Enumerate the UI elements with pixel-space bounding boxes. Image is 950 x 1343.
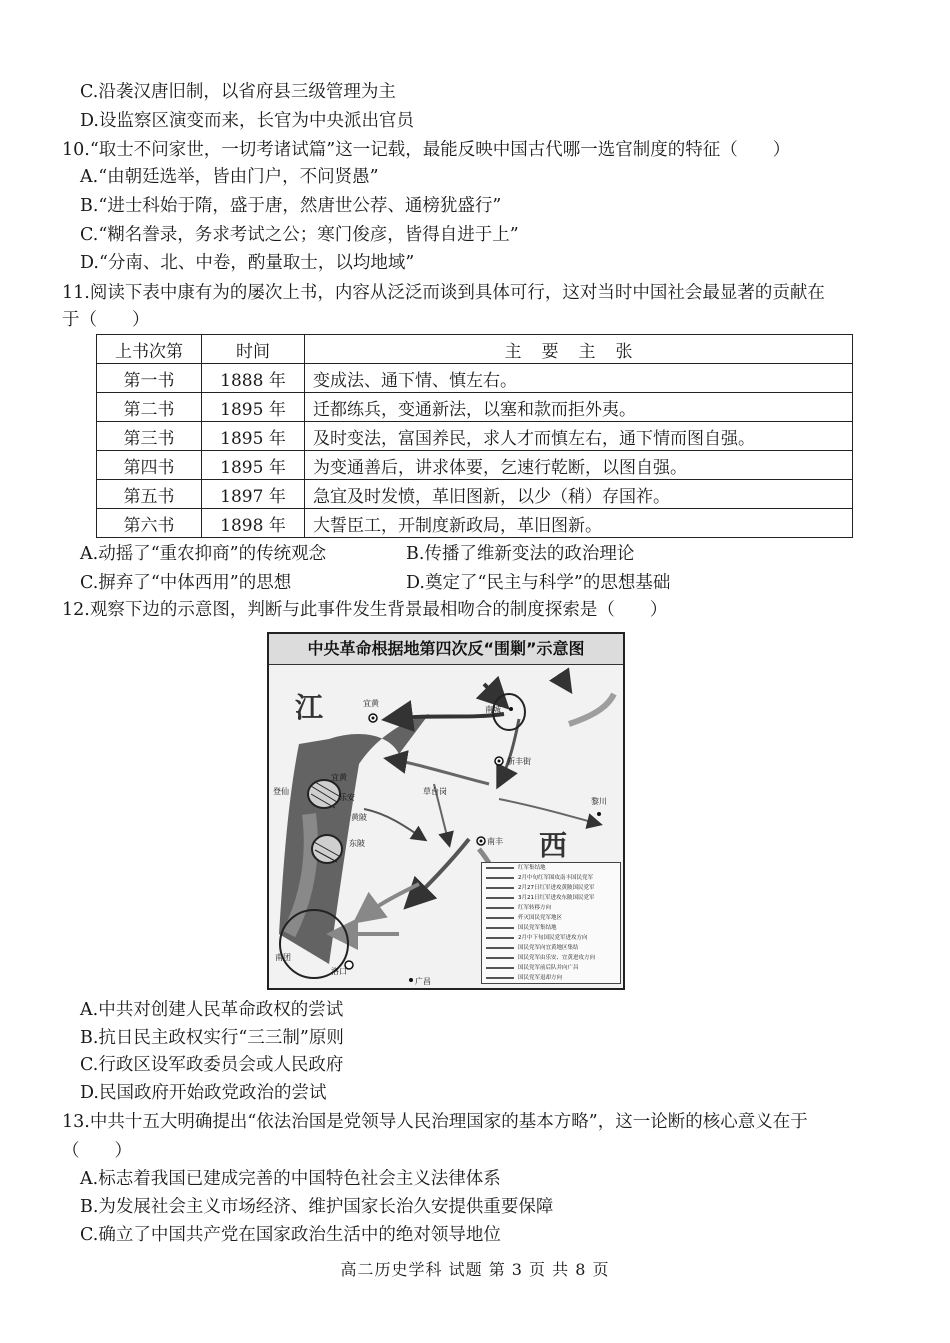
legend-item: 2月中下旬国民党军进攻方向: [482, 933, 620, 943]
q11-stem-cont: 于（ ）: [62, 310, 150, 330]
map-legend: [481, 862, 621, 984]
map-label-jiang: 江: [295, 691, 324, 724]
table-cell: 及时变法，富国养民，求人才而慎左右，通下情而图自强。: [305, 422, 853, 451]
q9-option-c: C.沿袭汉唐旧制，以省府县三级管理为主: [80, 82, 396, 102]
table-cell: 第四书: [97, 451, 202, 480]
counter-encirclement-map: [267, 632, 625, 990]
map-title: 中央革命根据地第四次反“围剿”示意图: [269, 634, 623, 665]
table-header-row: [97, 335, 853, 364]
map-place: 登仙: [273, 787, 289, 796]
table-cell: 大誓臣工，开制度新政局，革旧图新。: [305, 509, 853, 538]
table-row: [97, 422, 853, 451]
q12-stem: 12.观察下边的示意图，判断与此事件发生背景最相吻合的制度探索是（ ）: [62, 600, 668, 620]
table-cell: 第五书: [97, 480, 202, 509]
legend-item: 3月21日红军进攻东陂国民党军: [482, 893, 620, 903]
q11-option-d: D.奠定了“民主与科学”的思想基础: [406, 573, 671, 593]
table-header: 时间: [202, 335, 305, 364]
table-header: 上书次第: [97, 335, 202, 364]
legend-item: 国民党军集结地: [482, 923, 620, 933]
kang-youwei-memorials-table: [96, 334, 853, 538]
table-row: [97, 364, 853, 393]
legend-item: 国民党军由乐安、宜黄进攻方向: [482, 953, 620, 963]
legend-item: 红军集结地: [482, 863, 620, 873]
q13-stem-cont: （ ）: [62, 1141, 132, 1161]
table-header: 主要主张: [305, 335, 853, 364]
legend-item: 歼灭国民党军地区: [482, 913, 620, 923]
q10-option-b: B.“进士科始于隋，盛于唐，然唐世公荐、通榜犹盛行”: [80, 196, 502, 216]
q12-option-b: B.抗日民主政权实行“三三制”原则: [80, 1028, 344, 1048]
map-place: 草台岗: [423, 787, 447, 796]
q12-option-c: C.行政区设军政委员会或人民政府: [80, 1055, 344, 1075]
q11-option-b: B.传播了维新变法的政治理论: [406, 544, 635, 564]
map-place: 宜黄: [363, 699, 379, 708]
table-row: [97, 480, 853, 509]
q9-option-d: D.设监察区演变而来，长官为中央派出官员: [80, 111, 414, 131]
table-cell: 1895 年: [202, 451, 305, 480]
table-cell: 迁都练兵，变通新法，以塞和款而拒外夷。: [305, 393, 853, 422]
map-place: 广昌: [415, 977, 431, 986]
map-place: 黄陂: [351, 813, 367, 822]
q12-option-a: A.中共对创建人民革命政权的尝试: [80, 1000, 344, 1020]
table-cell: 急宜及时发愤，革旧图新，以少（稍）存国祚。: [305, 480, 853, 509]
table-cell: 变成法、通下情、慎左右。: [305, 364, 853, 393]
map-label-xi: 西: [539, 829, 568, 862]
q13-option-c: C.确立了中国共产党在国家政治生活中的绝对领导地位: [80, 1225, 501, 1245]
legend-item: 红军转移方向: [482, 903, 620, 913]
table-cell: 为变通善后，讲求体要，乞速行乾断，以图自强。: [305, 451, 853, 480]
table-cell: 第一书: [97, 364, 202, 393]
map-place: 乐安: [339, 793, 355, 802]
q10-option-c: C.“糊名誊录，务求考试之公；寒门俊彦，皆得自进于上”: [80, 225, 519, 245]
table-cell: 第六书: [97, 509, 202, 538]
map-place: 洛口: [331, 967, 347, 976]
q13-option-a: A.标志着我国已建成完善的中国特色社会主义法律体系: [80, 1169, 501, 1189]
table-cell: 第三书: [97, 422, 202, 451]
q11-stem: 11.阅读下表中康有为的屡次上书，内容从泛泛而谈到具体可行，这对当时中国社会最显著的贡献在: [62, 283, 825, 303]
table-cell: 1898 年: [202, 509, 305, 538]
q10-stem: 10.“取士不问家世，一切考诸试篇”这一记载，最能反映中国古代哪一选官制度的特征（ ）: [62, 140, 791, 160]
table-row: [97, 393, 853, 422]
q13-stem: 13.中共十五大明确提出“依法治国是党领导人民治理国家的基本方略”，这一论断的核心意义在于: [62, 1112, 808, 1132]
page-footer: 高二历史学科 试题 第 3 页 共 8 页: [340, 1260, 610, 1279]
q13-option-b: B.为发展社会主义市场经济、维护国家长治久安提供重要保障: [80, 1197, 554, 1217]
map-place: 南团: [275, 953, 291, 962]
table-cell: 第二书: [97, 393, 202, 422]
q11-option-a: A.动摇了“重农抑商”的传统观念: [80, 544, 327, 564]
legend-item: 国民党军退却方向: [482, 973, 620, 983]
map-place: 黎川: [591, 797, 607, 806]
legend-item: 2月27日红军进攻黄陂国民党军: [482, 883, 620, 893]
table-cell: 1895 年: [202, 422, 305, 451]
legend-item: 国民党军前后队并向广昌: [482, 963, 620, 973]
q11-option-c: C.摒弃了“中体西用”的思想: [80, 573, 292, 593]
map-place: 宜黄: [331, 773, 347, 782]
legend-item: 2月中旬红军围攻南丰国民党军: [482, 873, 620, 883]
table-row: [97, 509, 853, 538]
q12-option-d: D.民国政府开始政党政治的尝试: [80, 1083, 327, 1103]
table-cell: 1888 年: [202, 364, 305, 393]
table-cell: 1895 年: [202, 393, 305, 422]
legend-item: 国民党军向宜黄地区集结: [482, 943, 620, 953]
q10-option-a: A.“由朝廷选举，皆由门户，不问贤愚”: [80, 167, 379, 187]
map-place: 新丰街: [507, 757, 531, 766]
map-place: 南城: [485, 705, 501, 714]
map-place: 南丰: [487, 837, 503, 846]
map-place: 东陂: [349, 839, 365, 848]
table-row: [97, 451, 853, 480]
q10-option-d: D.“分南、北、中卷，酌量取士，以均地域”: [80, 253, 415, 273]
table-cell: 1897 年: [202, 480, 305, 509]
